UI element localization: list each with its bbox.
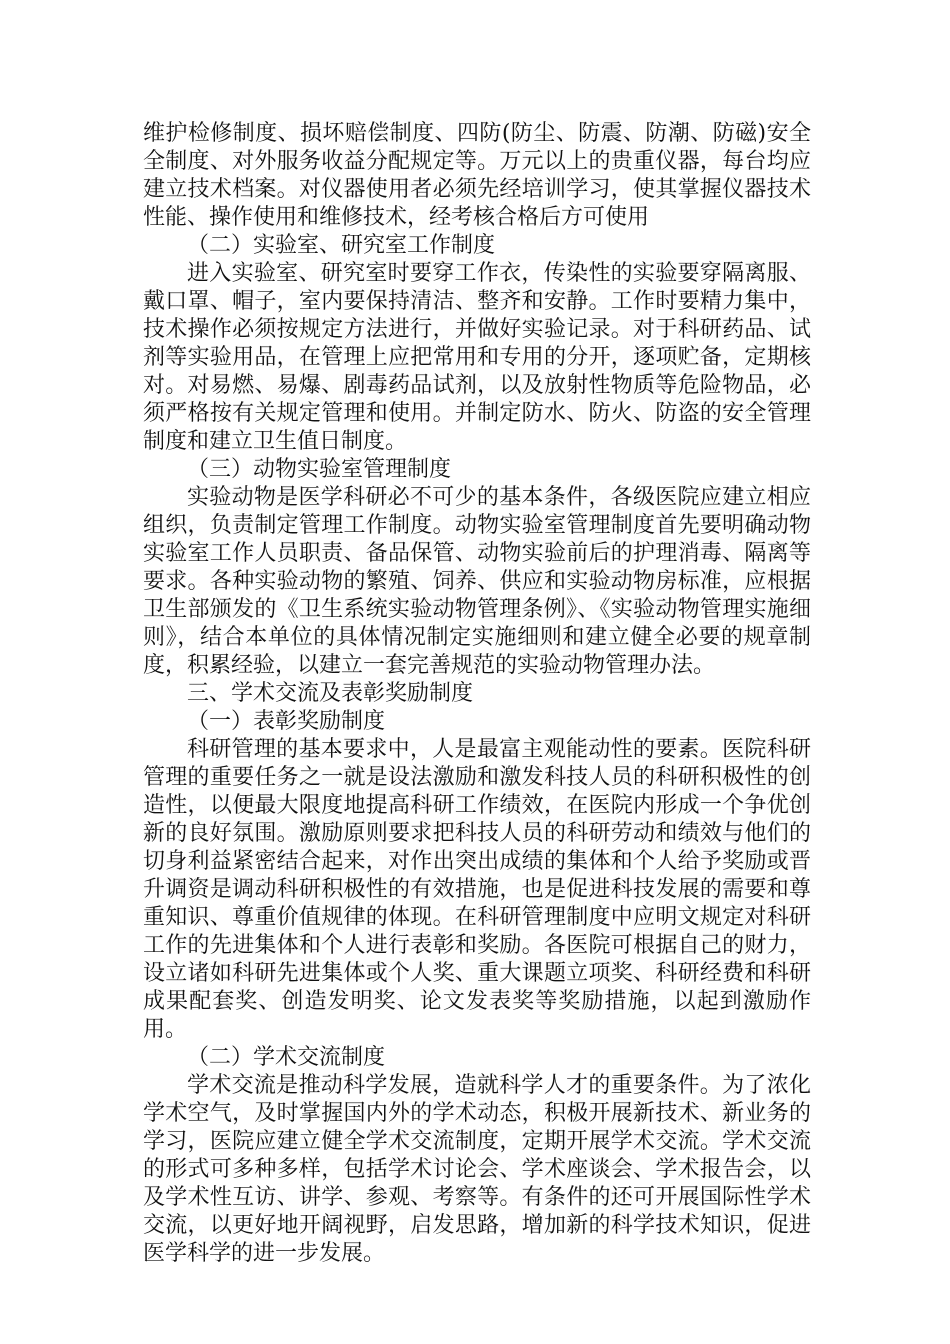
paragraph-academic-exchange: 学术交流是推动科学发展，造就科学人才的重要条件。为了浓化学术空气，及时掌握国内外的学术动态，积极开展新技术、新业务的学习，医院应建立健全学术交流制度，定期开展学术交流。学术交流的形式可多种多样，包括学术讨论会、学术座谈会、学术报告会，以及学术性互访、讲学、参观、考察等。有条件的还可开展国际性学术交流，以更好地开阔视野，启发思路，增加新的科学技术知识，促进医学科学的进一步发展。 [143,1073,811,1266]
paragraph-awards: 科研管理的基本要求中，人是最富主观能动性的要素。医院科研管理的重要任务之一就是设法激励和激发科技人员的科研积极性的创造性，以便最大限度地提高科研工作绩效，在医院内形成一个争优创新的良好氛围。激励原则要求把科技人员的科研劳动和绩效与他们的切身利益紧密结合起来，对作出突出成绩的集体和个人给予奖励或晋升调资是调动科研积极性的有效措施，也是促进科技发展的需要和尊重知识、尊重价值规律的体现。在科研管理制度中应明文规定对科研工作的先进集体和个人进行表彰和奖励。各医院可根据自己的财力，设立诸如科研先进集体或个人奖、重大课题立项奖、科研经费和科研成果配套奖、创造发明奖、论文发表奖等奖励措施，以起到激励作用。 [143,737,811,1042]
heading-awards: （一）表彰奖励制度 [187,709,386,734]
heading-section-three: 三、学术交流及表彰奖励制度 [187,681,474,706]
paragraph-lab-rules: 进入实验室、研究室时要穿工作衣，传染性的实验要穿隔离服、戴口罩、帽子，室内要保持清洁、整齐和安静。工作时要精力集中，技术操作必须按规定方法进行，并做好实验记录。对于科研药品、试剂等实验用品，在管理上应把常用和专用的分开，逐项贮备，定期核对。对易燃、易爆、剧毒药品试剂，以及放射性物质等危险物品，必须严格按有关规定管理和使用。并制定防水、防火、防盗的安全管理制度和建立卫生值日制度。 [143,261,811,454]
document-page [143,120,811,1268]
heading-lab-rules: （二）实验室、研究室工作制度 [187,233,496,258]
paragraph-animal-lab: 实验动物是医学科研必不可少的基本条件，各级医院应建立相应组织，负责制定管理工作制度。动物实验室管理制度首先要明确动物实验室工作人员职责、备品保管、动物实验前后的护理消毒、隔离等要求。各种实验动物的繁殖、饲养、供应和实验动物房标准，应根据卫生部颁发的《卫生系统实验动物管理条例》、《实验动物管理实施细则》，结合本单位的具体情况制定实施细则和建立健全必要的规章制度，积累经验，以建立一套完善规范的实验动物管理办法。 [143,485,811,678]
heading-animal-lab: （三）动物实验室管理制度 [187,457,452,482]
heading-academic-exchange: （二）学术交流制度 [187,1045,386,1070]
paragraph-instrument-rules: 维护检修制度、损坏赔偿制度、四防(防尘、防震、防潮、防磁)安全全制度、对外服务收益分配规定等。万元以上的贵重仪器，每台均应建立技术档案。对仪器使用者必须先经培训学习，使其掌握仪器技术性能、操作使用和维修技术，经考核合格后方可使用 [143,121,811,230]
